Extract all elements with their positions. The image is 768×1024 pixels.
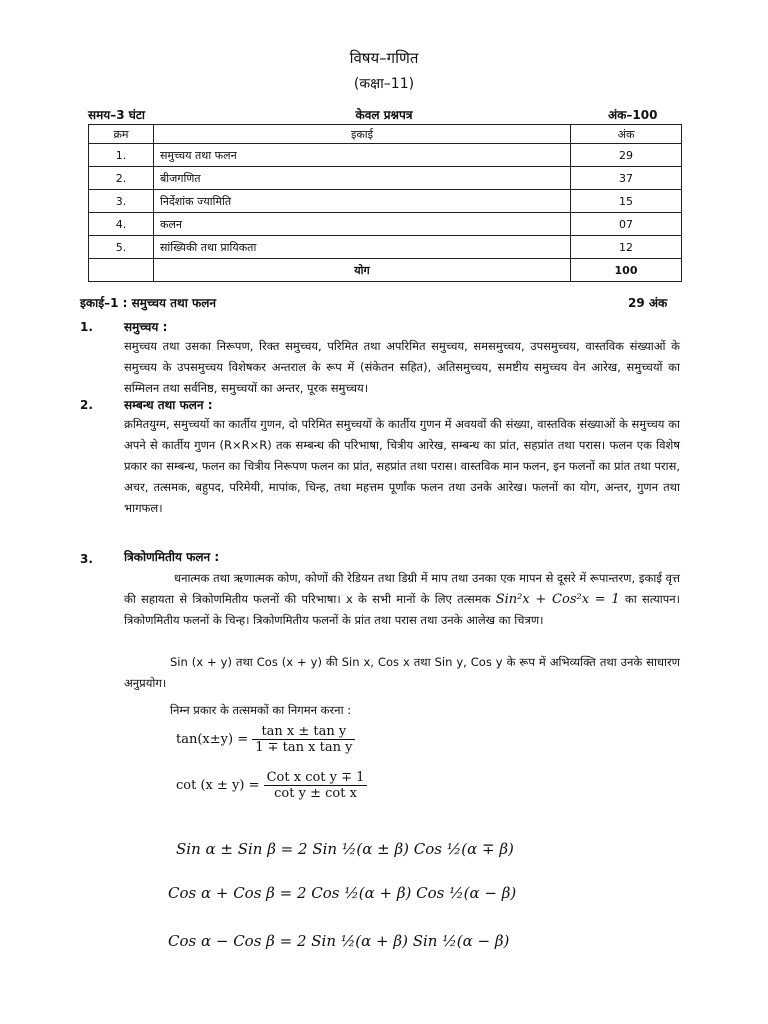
- row-serial: 4.: [89, 213, 154, 236]
- total-marks: अंक–100: [608, 108, 658, 122]
- table-header-row: [89, 125, 682, 144]
- tan-formula: [176, 724, 355, 755]
- section-number: 1.: [80, 320, 93, 334]
- sum-formula-paragraph: Sin (x + y) तथा Cos (x + y) की Sin x, Cos x तथा Sin y, Cos y के रूप में अभिव्यक्ति तथा उनके साधारण अनुप्रयोग।: [124, 655, 680, 690]
- section-heading: समुच्चय :: [124, 320, 168, 334]
- col-header-marks: अंक: [571, 125, 682, 144]
- table-row: [89, 190, 682, 213]
- row-serial: 2.: [89, 167, 154, 190]
- section-heading: त्रिकोणमितीय फलन :: [124, 550, 220, 564]
- tan-lhs: tan(x±y) =: [176, 732, 249, 747]
- cot-numerator: Cot x cot y ∓ 1: [264, 770, 368, 786]
- section-number: 2.: [80, 398, 93, 412]
- derivation-intro: निम्न प्रकार के तत्समकों का निगमन करना :: [170, 703, 352, 717]
- trig-paragraph: [124, 568, 680, 631]
- cos-diff-formula: Cos α − Cos β = 2 Sin ½(α + β) Sin ½(α − β): [168, 932, 510, 950]
- row-unit: कलन: [154, 213, 571, 236]
- sin-sum-formula: Sin α ± Sin β = 2 Sin ½(α ± β) Cos ½(α ∓ β): [176, 840, 514, 858]
- section-text: क्रमितयुग्म, समुच्चयों का कार्तीय गुणन, दो परिमित समुच्चयों के कार्तीय गुणन में अवयवों की संख्या, वास्तविक संख्याओं के समुच्चय का अपने से कार्तीय गुणन (R×R×R) तक सम्बन्ध की परिभाषा, चित्रीय आरेख, सम्बन्ध का प्रांत, सहप्रांत तथा परास। फलन एक विशेष प्रकार का सम्बन्ध, फलन का चित्रीय निरूपण फलन का प्रांत, सहप्रांत तथा परास। वास्तविक मान फलन, इन फलनों का प्रांत तथा परास, अचर, तत्समक, बहुपद, परिमेयी, मापांक, चिन्ह, तथा महत्तम पूर्णांक फलन तथा उनके आरेख। फलनों का योग, अन्तर, गुणन तथा भागफल।: [124, 417, 680, 515]
- section-number: 3.: [80, 552, 93, 566]
- unit-heading: इकाई–1 : समुच्चय तथा फलन: [80, 296, 217, 310]
- paper-type: केवल प्रश्नपत्र: [355, 108, 413, 122]
- trig-text-b: का सत्यापन। त्रिकोणमितीय फलनों के चिन्ह। त्रिकोणमितीय फलनों के प्रांत तथा परास तथा उनके आलेख का चित्रण।: [124, 592, 680, 627]
- row-unit: सांख्यिकी तथा प्रायिकता: [154, 236, 571, 259]
- row-marks: 29: [571, 144, 682, 167]
- row-marks: 07: [571, 213, 682, 236]
- marks-table: [88, 124, 682, 282]
- section-text: समुच्चय तथा उसका निरूपण, रिक्त समुच्चय, परिमित तथा अपरिमित समुच्चय, समसमुच्चय, उपसमुच्चय, वास्तविक संख्याओं के समुच्चय के उपसमुच्चय विशेषकर अन्तराल के रूप में (संकेतन सहित), अतिसमुच्चय, समष्टीय समुच्चय वेन आरेख, समुच्चयों का सम्मिलन तथा सर्वनिष्ठ, समुच्चयों का अन्तर, पूरक समुच्चय।: [124, 339, 680, 395]
- cot-lhs: cot (x ± y) =: [176, 778, 260, 793]
- class-label: (कक्षा–11): [353, 76, 415, 92]
- cos-sum-formula: Cos α + Cos β = 2 Cos ½(α + β) Cos ½(α − β): [168, 884, 517, 902]
- table-row: [89, 144, 682, 167]
- section-heading: सम्बन्ध तथा फलन :: [124, 398, 213, 412]
- col-header-unit: इकाई: [154, 125, 571, 144]
- exam-time: समय–3 घंटा: [88, 108, 146, 122]
- row-serial: 1.: [89, 144, 154, 167]
- row-unit: समुच्चय तथा फलन: [154, 144, 571, 167]
- row-marks: 37: [571, 167, 682, 190]
- tan-denominator: 1 ∓ tan x tan y: [255, 740, 353, 755]
- tan-numerator: tan x ± tan y: [252, 724, 355, 740]
- total-value: 100: [571, 259, 682, 282]
- row-unit: बीजगणित: [154, 167, 571, 190]
- col-header-serial: क्रम: [89, 125, 154, 144]
- table-row: [89, 167, 682, 190]
- pythagorean-identity: Sin²x + Cos²x = 1: [495, 592, 620, 607]
- table-total-row: [89, 259, 682, 282]
- total-label: योग: [154, 259, 571, 282]
- row-marks: 12: [571, 236, 682, 259]
- row-marks: 15: [571, 190, 682, 213]
- row-unit: निर्देशांक ज्यामिति: [154, 190, 571, 213]
- unit-marks: 29 अंक: [628, 296, 668, 310]
- cot-formula: [176, 770, 367, 801]
- row-serial: 5.: [89, 236, 154, 259]
- cot-denominator: cot y ± cot x: [274, 786, 357, 801]
- row-serial: 3.: [89, 190, 154, 213]
- page-title: विषय–गणित: [349, 49, 419, 67]
- table-row: [89, 236, 682, 259]
- trig-text-a: धनात्मक तथा ऋणात्मक कोण, कोणों की रेडियन तथा डिग्री में माप तथा उनका एक मापन से दूसरे में रूपान्तरण, इकाई वृत्त की सहायता से त्रिकोणमितीय फलनों की परिभाषा। x के सभी मानों के लिए तत्समक: [124, 571, 680, 606]
- table-row: [89, 213, 682, 236]
